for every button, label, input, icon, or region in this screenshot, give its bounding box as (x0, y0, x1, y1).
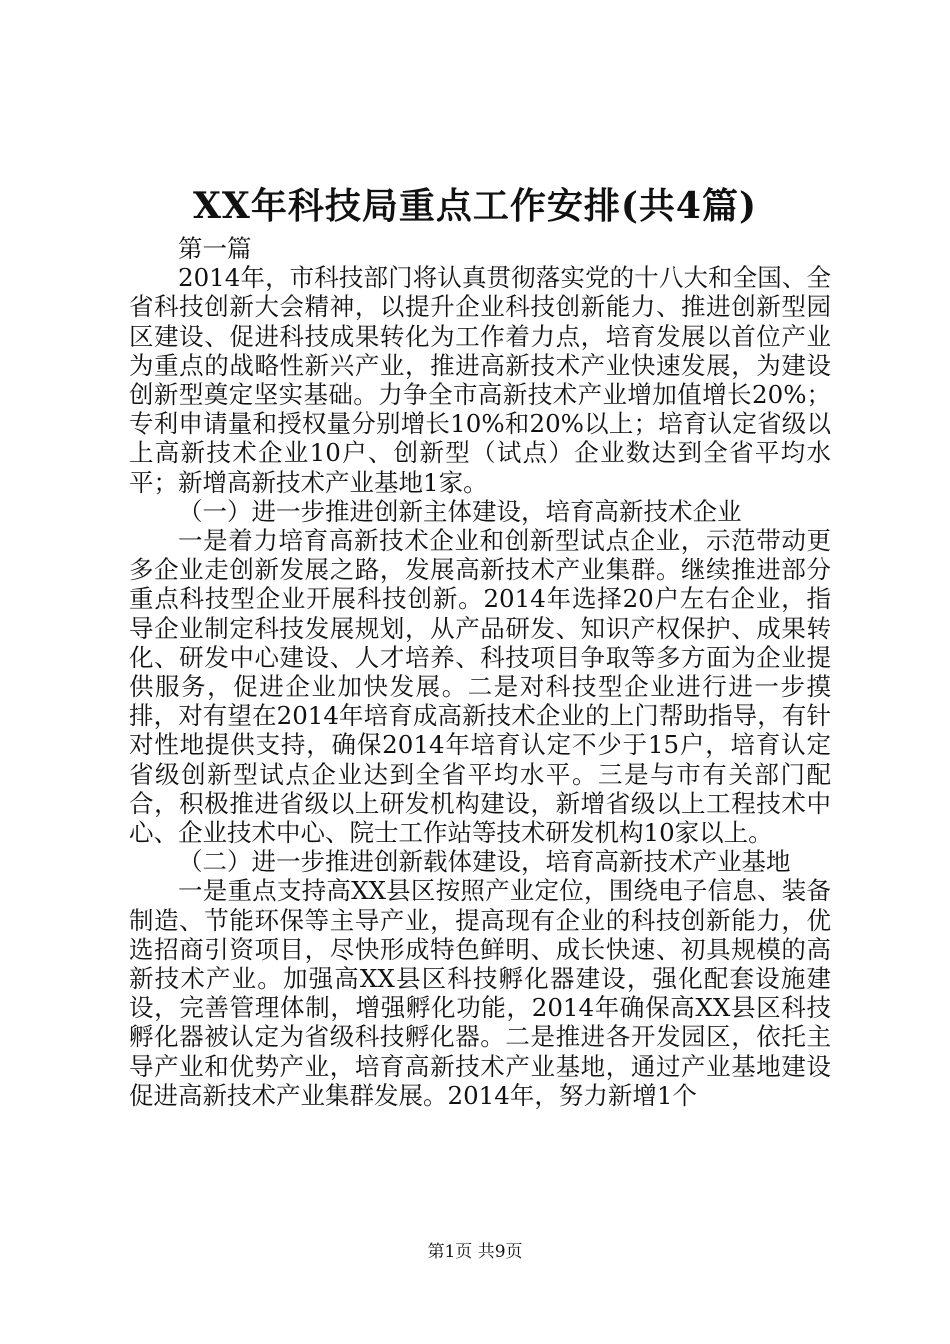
page-footer: 第1页 共9页 (427, 1242, 523, 1262)
paragraph-intro: 2014年，市科技部门将认真贯彻落实党的十八大和全国、全省科技创新大会精神，以提升企业科技创新能力、推进创新型园区建设、促进科技成果转化为工作着力点，培育发展以首位产业为重点的战略性新兴产业，推进高新技术产业快速发展，为建设创新型奠定坚实基础。力争全市高新技术产业增加值增长20%；专利申请量和授权量分别增长10%和20%以上；培育认定省级以上高新技术企业10户、创新型（试点）企业数达到全省平均水平；新增高新技术产业基地1家。 (129, 263, 831, 497)
section-heading-one: （一）进一步推进创新主体建设，培育高新技术企业 (178, 496, 742, 526)
document-body (129, 234, 831, 1110)
document-title: XX年科技局重点工作安排(共4篇) (193, 185, 757, 227)
paragraph-innovation-carriers: 一是重点支持高XX县区按照产业定位，围绕电子信息、装备制造、节能环保等主导产业，提高现有企业的科技创新能力，优选招商引资项目，尽快形成特色鲜明、成长快速、初具规模的高新技术产业。加强高XX县区科技孵化器建设，强化配套设施建设，完善管理体制，增强孵化功能，2014年确保高XX县区科技孵化器被认定为省级科技孵化器。二是推进各开发园区，依托主导产业和优势产业，培育高新技术产业基地，通过产业基地建设促进高新技术产业集群发展。2014年，努力新增1个 (129, 876, 831, 1110)
section-heading-part-one: 第一篇 (178, 234, 252, 263)
section-heading-two: （二）进一步推进创新载体建设，培育高新技术产业基地 (178, 847, 791, 877)
paragraph-innovation-entities: 一是着力培育高新技术企业和创新型试点企业，示范带动更多企业走创新发展之路，发展高新技术产业集群。继续推进部分重点科技型企业开展科技创新。2014年选择20户左右企业，指导企业制定科技发展规划，从产品研发、知识产权保护、成果转化、研发中心建设、人才培养、科技项目争取等多方面为企业提供服务，促进企业加快发展。二是对科技型企业进行进一步摸排，对有望在2014年培育成高新技术企业的上门帮助指导，有针对性地提供支持，确保2014年培育认定不少于15户，培育认定省级创新型试点企业达到全省平均水平。三是与市有关部门配合，积极推进省级以上研发机构建设，新增省级以上工程技术中心、企业技术中心、院士工作站等技术研发机构10家以上。 (129, 526, 831, 848)
